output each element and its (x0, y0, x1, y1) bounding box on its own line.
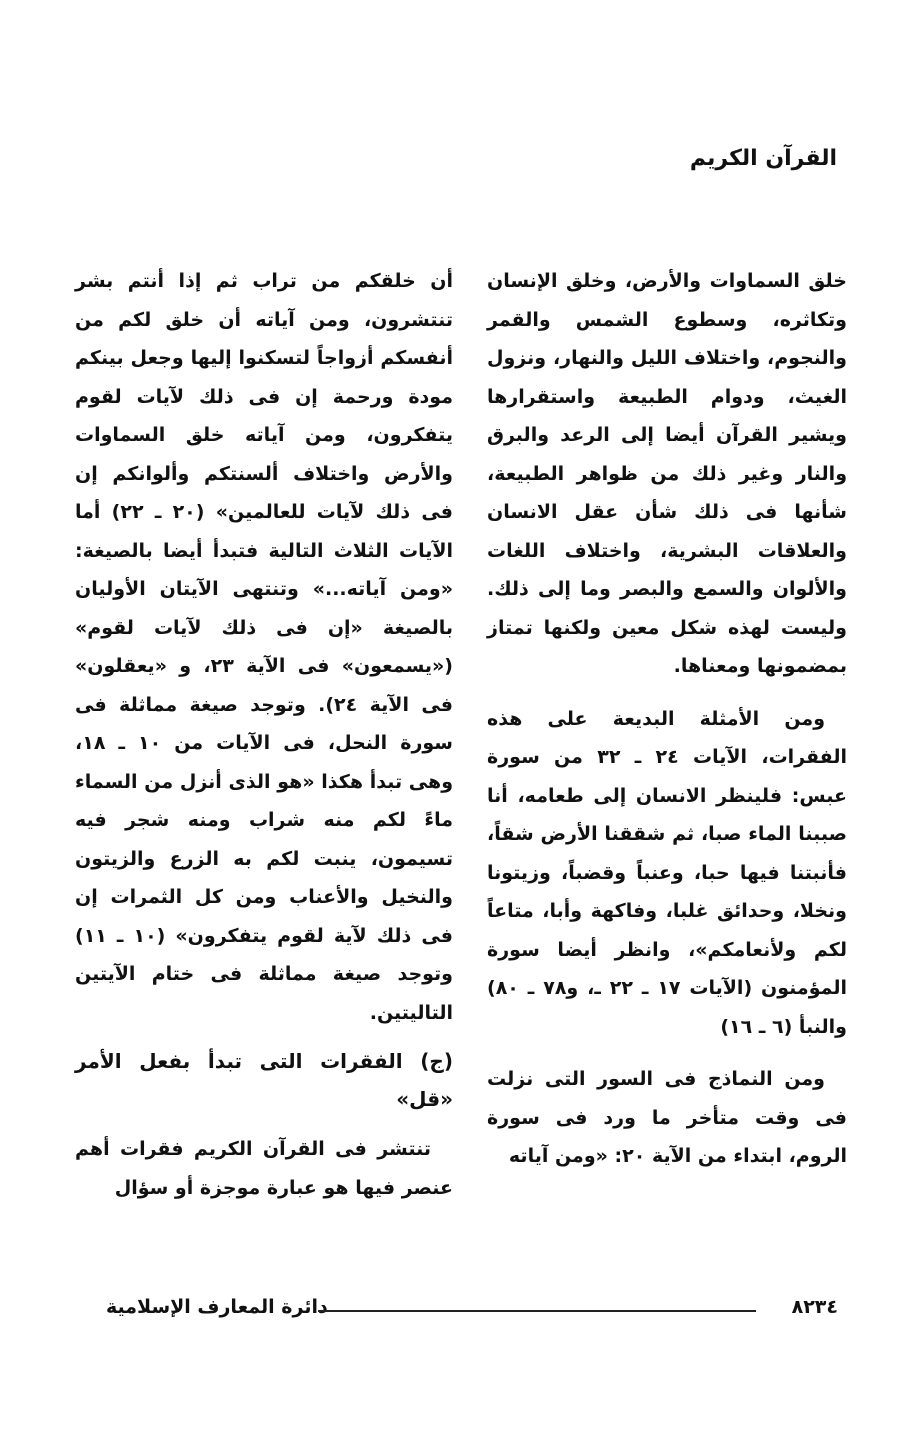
publication-title: دائرة المعارف الإسلامية (106, 1296, 328, 1318)
section-heading: (ج) الفقرات التى تبدأ بفعل الأمر «قل» (75, 1049, 453, 1111)
paragraph: أن خلقكم من تراب ثم إذا أنتم بشر تنتشرون، ومن آياته أن خلق لكم من أنفسكم أزواجاً لتسكنوا إليها وجعل بينكم مودة ورحمة إن فى ذلك لآيات لقوم يتفكرون، ومن آياته خلق السماوات والأرض واختلاف ألسنتكم وألوانكم إن فى ذلك لآيات للعالمين» (٢٠ ـ ٢٢) أما الآيات الثلاث التالية فتبدأ أيضا بالصيغة: «ومن آياته...» وتنتهى الآيتان الأوليان بالصيغة «إن فى ذلك لآيات لقوم» («يسمعون» فى الآية ٢٣، و «يعقلون» فى الآية ٢٤). وتوجد صيغة مماثلة فى سورة النحل، فى الآيات من ١٠ ـ ١٨، وهى تبدأ هكذا «هو الذى أنزل من السماء ماءً لكم منه شراب ومنه شجر فيه تسيمون، ينبت لكم به الزرع والزيتون والنخيل والأعناب ومن كل الثمرات إن فى ذلك لآية لقوم يتفكرون» (١٠ ـ ١١) وتوجد صيغة مماثلة فى ختام الآيتين التاليتين. (75, 270, 453, 1024)
left-text-column (75, 262, 453, 1207)
paragraph: تنتشر فى القرآن الكريم فقرات أهم عنصر فيها هو عبارة موجزة أو سؤال (75, 1138, 453, 1199)
paragraph: ومن النماذج فى السور التى نزلت فى وقت متأخر ما ورد فى سورة الروم، ابتداء من الآية ٢٠: «ومن آياته (487, 1068, 847, 1167)
right-text-column (487, 262, 847, 1176)
paragraph: ومن الأمثلة البديعة على هذه الفقرات، الآيات ٢٤ ـ ٣٢ من سورة عبس: فلينظر الانسان إلى طعامه، أنا صببنا الماء صبا، ثم شققنا الأرض شقاً، فأنبتنا فيها حبا، وعنباً وقضباً، وزيتونا ونخلا، وحدائق غلبا، وفاكهة وأبا، متاعاً لكم ولأنعامكم»، وانظر أيضا سورة المؤمنون (الآيات ١٧ ـ ٢٢ ـ، و٧٨ ـ ٨٠) والنبأ (٦ ـ ١٦) (487, 707, 847, 1038)
page-footer (80, 1296, 838, 1326)
page-header-title: القرآن الكريم (689, 146, 837, 171)
page-number: ٨٢٣٤ (791, 1296, 838, 1318)
footer-rule (318, 1310, 756, 1312)
paragraph: خلق السماوات والأرض، وخلق الإنسان وتكاثره، وسطوع الشمس والقمر والنجوم، واختلاف الليل والنهار، ونزول الغيث، ودوام الطبيعة واستقرارها ويشير القرآن أيضا إلى الرعد والبرق والنار وغير ذلك من ظواهر الطبيعة، شأنها فى ذلك شأن عقل الانسان والعلاقات البشرية، واختلاف اللغات والألوان والسمع والبصر وما إلى ذلك. وليست لهذه شكل معين ولكنها تمتاز بمضمونها ومعناها. (487, 270, 847, 677)
